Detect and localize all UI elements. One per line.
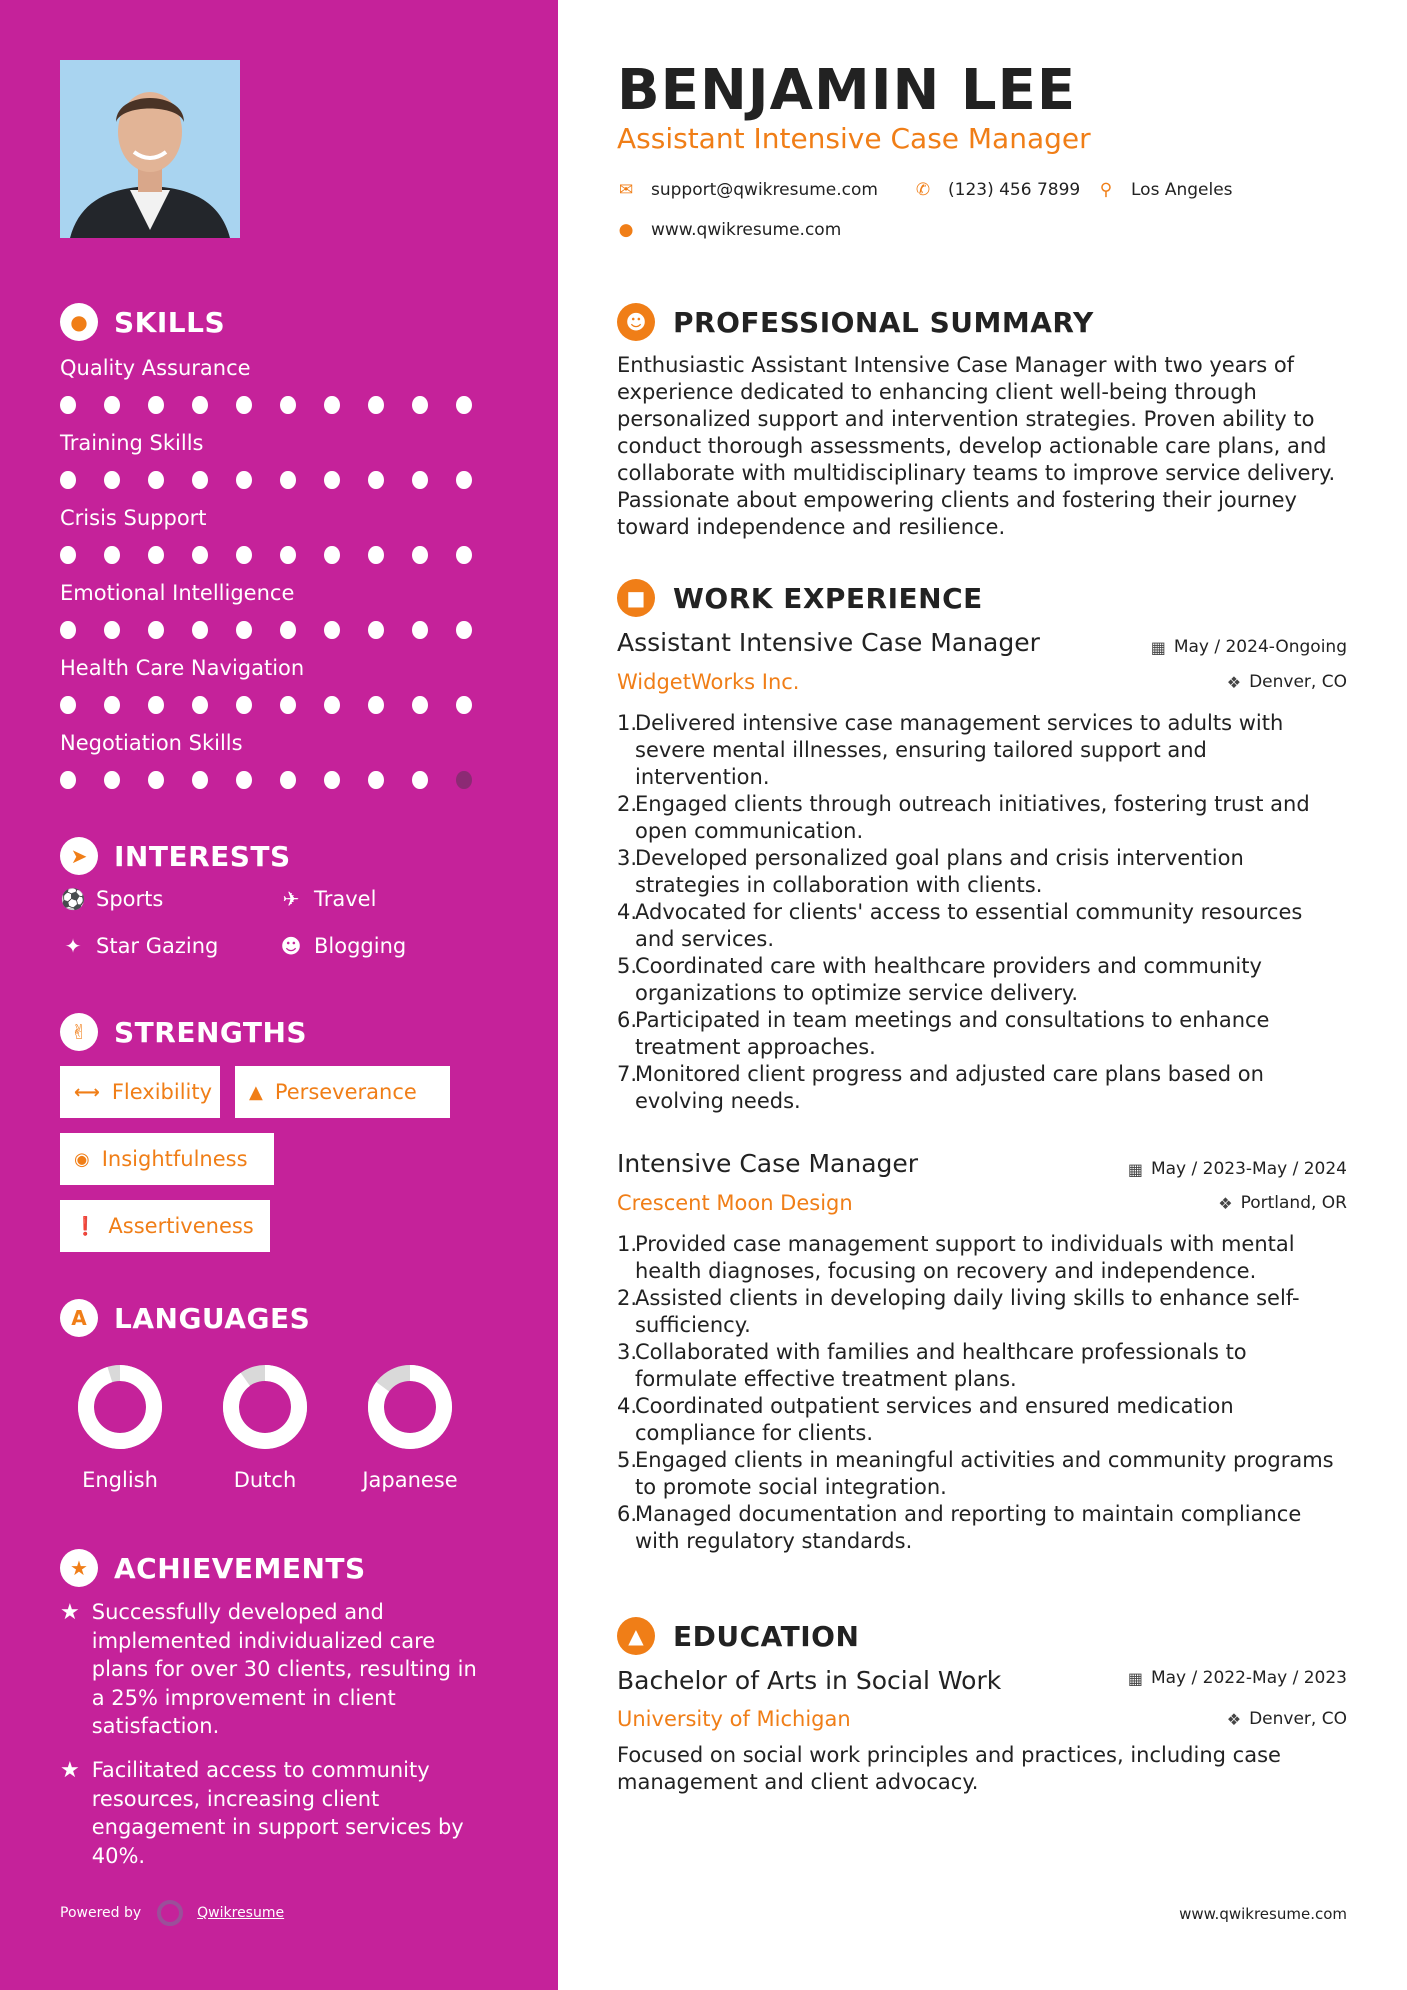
interest-item: ✦ Star Gazing	[60, 931, 218, 961]
duty-item	[617, 791, 1347, 845]
plane-icon: ✈	[282, 887, 300, 911]
duty-item	[617, 845, 1347, 899]
strength-badge: ❗ Assertiveness	[60, 1200, 270, 1252]
skill-dot	[368, 471, 384, 489]
skill-dot	[412, 396, 428, 414]
duty-text: Collaborated with families and healthcare professionals to formulate effective treatment plans.	[635, 1340, 1247, 1391]
strengths-heading: ✌ STRENGTHS	[60, 1012, 307, 1052]
skill-name: Training Skills	[60, 431, 204, 455]
graduation-cap-icon: ▲	[617, 1617, 655, 1655]
duty-number: 2.	[617, 1286, 638, 1310]
skill-dot	[104, 696, 120, 714]
skill-item	[60, 427, 500, 491]
skill-dot	[280, 546, 296, 564]
language-item	[205, 1362, 325, 1492]
language-name: English	[82, 1468, 158, 1492]
telescope-icon: ✦	[64, 934, 82, 958]
skill-dot	[104, 771, 120, 789]
powered-by: Powered by Qwikresume	[60, 1900, 284, 1926]
interest-item: ⚽ Sports	[60, 887, 164, 911]
duty-text: Assisted clients in developing daily living skills to enhance self-sufficiency.	[635, 1286, 1300, 1337]
duty-item	[617, 1007, 1347, 1061]
skill-dot	[236, 396, 252, 414]
skill-dot	[236, 771, 252, 789]
duty-text: Delivered intensive case management services to adults with severe mental illnesses, ensuring tailored support and intervention.	[635, 711, 1284, 789]
arrows-horizontal-icon: ⟷	[74, 1081, 100, 1103]
skill-dot	[324, 771, 340, 789]
skill-dot	[280, 621, 296, 639]
duty-text: Advocated for clients' access to essential community resources and services.	[635, 900, 1303, 951]
paper-plane-icon: ➤	[60, 837, 98, 875]
duty-number: 1.	[617, 711, 638, 735]
skill-rating	[60, 771, 500, 791]
duty-text: Engaged clients in meaningful activities and community programs to promote social integration.	[635, 1448, 1334, 1499]
job-company: WidgetWorks Inc.	[617, 670, 800, 694]
skill-dot	[60, 471, 76, 489]
pushpin-icon: ❖	[1226, 672, 1242, 692]
duty-text: Coordinated care with healthcare providers and community organizations to optimize service delivery.	[635, 954, 1262, 1005]
duty-number: 5.	[617, 1448, 638, 1472]
skill-dot	[148, 621, 164, 639]
skill-dot	[324, 396, 340, 414]
languages-heading: A LANGUAGES	[60, 1298, 310, 1338]
skill-rating	[60, 546, 500, 566]
education-heading: ▲ EDUCATION	[617, 1616, 859, 1656]
duty-text: Provided case management support to individuals with mental health diagnoses, focusing on recovery and independence.	[635, 1232, 1295, 1283]
job-dates: ▦ May / 2023-May / 2024	[1127, 1159, 1347, 1179]
education-description: Focused on social work principles and practices, including case management and client advocacy.	[617, 1743, 1281, 1794]
language-name: Japanese	[362, 1468, 458, 1492]
skill-dot	[192, 471, 208, 489]
job-duties	[617, 1231, 1347, 1555]
person-title: Assistant Intensive Case Manager	[617, 122, 1091, 155]
duty-text: Participated in team meetings and consultations to enhance treatment approaches.	[635, 1008, 1270, 1059]
duty-number: 7.	[617, 1062, 638, 1086]
duty-item	[617, 1447, 1347, 1501]
skill-name: Health Care Navigation	[60, 656, 305, 680]
duty-number: 4.	[617, 900, 638, 924]
person-name: BENJAMIN LEE	[617, 58, 1077, 123]
duty-number: 6.	[617, 1502, 638, 1526]
calendar-icon: ▦	[1127, 1159, 1143, 1179]
skill-dot	[412, 771, 428, 789]
contact-website[interactable]: ● www.qwikresume.com	[618, 220, 842, 240]
achievement-item: ★ Successfully developed and implemented individualized care plans for over 30 clients, resulting in a 25% improvement in client satisfaction.	[60, 1598, 490, 1741]
skill-dot	[192, 771, 208, 789]
skill-dot	[412, 696, 428, 714]
duty-text: Engaged clients through outreach initiatives, fostering trust and open communication.	[635, 792, 1310, 843]
duty-number: 3.	[617, 1340, 638, 1364]
fist-icon: ✌	[60, 1013, 98, 1051]
duty-item	[617, 1285, 1347, 1339]
duty-number: 1.	[617, 1232, 638, 1256]
road-icon: ▲	[249, 1081, 263, 1103]
skill-item	[60, 577, 500, 641]
sidebar	[0, 0, 558, 1990]
duty-number: 3.	[617, 846, 638, 870]
skill-item	[60, 652, 500, 716]
experience-heading: ■ WORK EXPERIENCE	[617, 578, 983, 618]
skill-dot	[192, 396, 208, 414]
duty-item	[617, 710, 1347, 791]
duty-number: 5.	[617, 954, 638, 978]
skill-dot	[60, 396, 76, 414]
skill-dot	[104, 471, 120, 489]
star-icon: ★	[60, 1600, 80, 1625]
achievements-heading: ★ ACHIEVEMENTS	[60, 1548, 366, 1588]
language-icon: A	[60, 1299, 98, 1337]
skill-name: Quality Assurance	[60, 356, 251, 380]
job-location: ❖ Denver, CO	[1226, 672, 1347, 692]
skill-dot	[148, 771, 164, 789]
exclamation-circle-icon: ❗	[74, 1215, 97, 1237]
language-ring-fill	[231, 1373, 299, 1441]
strength-badge: ⟷ Flexibility	[60, 1066, 220, 1118]
skill-dot	[192, 546, 208, 564]
job-dates: ▦ May / 2024-Ongoing	[1150, 637, 1347, 657]
skill-rating	[60, 696, 500, 716]
skill-dot	[280, 396, 296, 414]
skill-dot	[324, 546, 340, 564]
job-title: Intensive Case Manager	[617, 1149, 919, 1178]
strength-badge: ◉ Insightfulness	[60, 1133, 274, 1185]
duty-item	[617, 953, 1347, 1007]
achievement-item: ★ Facilitated access to community resources, increasing client engagement in support services by 40%.	[60, 1756, 490, 1870]
skill-dot	[456, 546, 472, 564]
skill-dot	[412, 546, 428, 564]
interests-heading: ➤ INTERESTS	[60, 836, 291, 876]
skill-dot	[368, 696, 384, 714]
duty-item	[617, 1501, 1347, 1555]
duty-text: Monitored client progress and adjusted care plans based on evolving needs.	[635, 1062, 1264, 1113]
skill-dot	[60, 621, 76, 639]
interest-item: ✈ Travel	[278, 884, 376, 914]
education-school: University of Michigan	[617, 1707, 851, 1731]
job-duties	[617, 710, 1347, 1115]
duty-number: 2.	[617, 792, 638, 816]
skill-dot	[192, 621, 208, 639]
soccer-ball-icon: ⚽	[60, 887, 86, 911]
skill-name: Emotional Intelligence	[60, 581, 295, 605]
skill-rating	[60, 471, 500, 491]
contact-location: ⚲ Los Angeles	[1097, 180, 1233, 200]
duty-item	[617, 1061, 1347, 1115]
contact-phone[interactable]: ✆ (123) 456 7899	[915, 180, 1081, 200]
skill-dot	[148, 471, 164, 489]
profile-photo	[60, 60, 240, 238]
skill-dot	[104, 546, 120, 564]
briefcase-icon: ■	[617, 579, 655, 617]
phone-icon: ✆	[915, 180, 931, 200]
skill-dot	[148, 396, 164, 414]
education-dates: ▦ May / 2022-May / 2023	[1127, 1668, 1347, 1688]
user-icon: ☻	[617, 303, 655, 341]
skill-dot	[368, 771, 384, 789]
calendar-icon: ▦	[1150, 637, 1166, 657]
skill-dot	[368, 396, 384, 414]
lightbulb-icon: ●	[60, 303, 98, 341]
duty-item	[617, 1231, 1347, 1285]
skill-dot	[456, 771, 472, 789]
main-content	[617, 0, 1347, 1990]
duty-text: Developed personalized goal plans and crisis intervention strategies in collaboration with clients.	[635, 846, 1244, 897]
language-name: Dutch	[233, 1468, 297, 1492]
skill-dot	[148, 696, 164, 714]
eye-icon: ◉	[74, 1148, 90, 1170]
skill-dot	[280, 696, 296, 714]
interest-item: ☻ Blogging	[278, 931, 406, 961]
skill-dot	[456, 471, 472, 489]
skill-dot	[104, 396, 120, 414]
qwikresume-logo-icon	[157, 1900, 183, 1926]
job-title: Assistant Intensive Case Manager	[617, 628, 1040, 657]
envelope-icon: ✉	[618, 180, 634, 200]
skill-dot	[236, 471, 252, 489]
skill-item	[60, 727, 500, 791]
users-icon: ☻	[280, 934, 302, 958]
duty-text: Coordinated outpatient services and ensured medication compliance for clients.	[635, 1394, 1234, 1445]
skills-heading: ● SKILLS	[60, 302, 225, 342]
summary-text: Enthusiastic Assistant Intensive Case Manager with two years of experience dedicated to enhancing client well-being through personalized support and intervention strategies. Proven ability to conduct thorough assessments, develop actionable care plans, and collaborate with multidisciplinary teams to improve service delivery. Passionate about empowering clients and fostering their journey toward independence and resilience.	[617, 353, 1336, 539]
education-location: ❖ Denver, CO	[1226, 1709, 1347, 1729]
duty-text: Managed documentation and reporting to maintain compliance with regulatory standards.	[635, 1502, 1302, 1553]
language-ring	[60, 1362, 180, 1452]
map-pin-icon: ⚲	[1099, 180, 1113, 200]
skill-dot	[324, 471, 340, 489]
language-ring	[205, 1362, 325, 1452]
duty-item	[617, 1339, 1347, 1393]
language-item	[60, 1362, 180, 1492]
duty-number: 6.	[617, 1008, 638, 1032]
skill-dot	[192, 696, 208, 714]
skill-name: Negotiation Skills	[60, 731, 243, 755]
skill-dot	[236, 546, 252, 564]
language-ring	[350, 1362, 470, 1452]
skill-dot	[60, 546, 76, 564]
language-item	[350, 1362, 470, 1492]
footer-url[interactable]: www.qwikresume.com	[1179, 1905, 1347, 1923]
skill-dot	[280, 471, 296, 489]
duty-item	[617, 1393, 1347, 1447]
star-badge-icon: ★	[60, 1549, 98, 1587]
skill-dot	[324, 696, 340, 714]
skill-dot	[412, 621, 428, 639]
skill-dot	[412, 471, 428, 489]
skill-item	[60, 502, 500, 566]
skill-dot	[324, 621, 340, 639]
pushpin-icon: ❖	[1218, 1193, 1233, 1213]
skill-dot	[60, 771, 76, 789]
star-icon: ★	[60, 1758, 80, 1783]
strength-badge: ▲ Perseverance	[235, 1066, 450, 1118]
education-degree: Bachelor of Arts in Social Work	[617, 1666, 1002, 1695]
skill-dot	[456, 621, 472, 639]
contact-email[interactable]: ✉ support@qwikresume.com	[618, 180, 878, 200]
skill-dot	[456, 696, 472, 714]
skill-name: Crisis Support	[60, 506, 207, 530]
duty-item	[617, 899, 1347, 953]
skill-dot	[148, 546, 164, 564]
skill-dot	[368, 621, 384, 639]
language-ring-fill	[86, 1373, 154, 1441]
skill-dot	[368, 546, 384, 564]
skill-dot	[236, 621, 252, 639]
skill-dot	[104, 621, 120, 639]
globe-icon: ●	[618, 220, 634, 240]
qwikresume-link[interactable]: Qwikresume	[197, 1905, 285, 1921]
duty-number: 4.	[617, 1394, 638, 1418]
skill-dot	[280, 771, 296, 789]
skill-rating	[60, 396, 500, 416]
job-company: Crescent Moon Design	[617, 1191, 853, 1215]
summary-heading: ☻ PROFESSIONAL SUMMARY	[617, 302, 1094, 342]
skill-dot	[236, 696, 252, 714]
skill-dot	[60, 696, 76, 714]
pushpin-icon: ❖	[1226, 1709, 1242, 1729]
calendar-icon: ▦	[1127, 1668, 1143, 1688]
skill-rating	[60, 621, 500, 641]
skill-dot	[456, 396, 472, 414]
skill-item	[60, 352, 500, 416]
job-location: ❖ Portland, OR	[1218, 1193, 1347, 1213]
